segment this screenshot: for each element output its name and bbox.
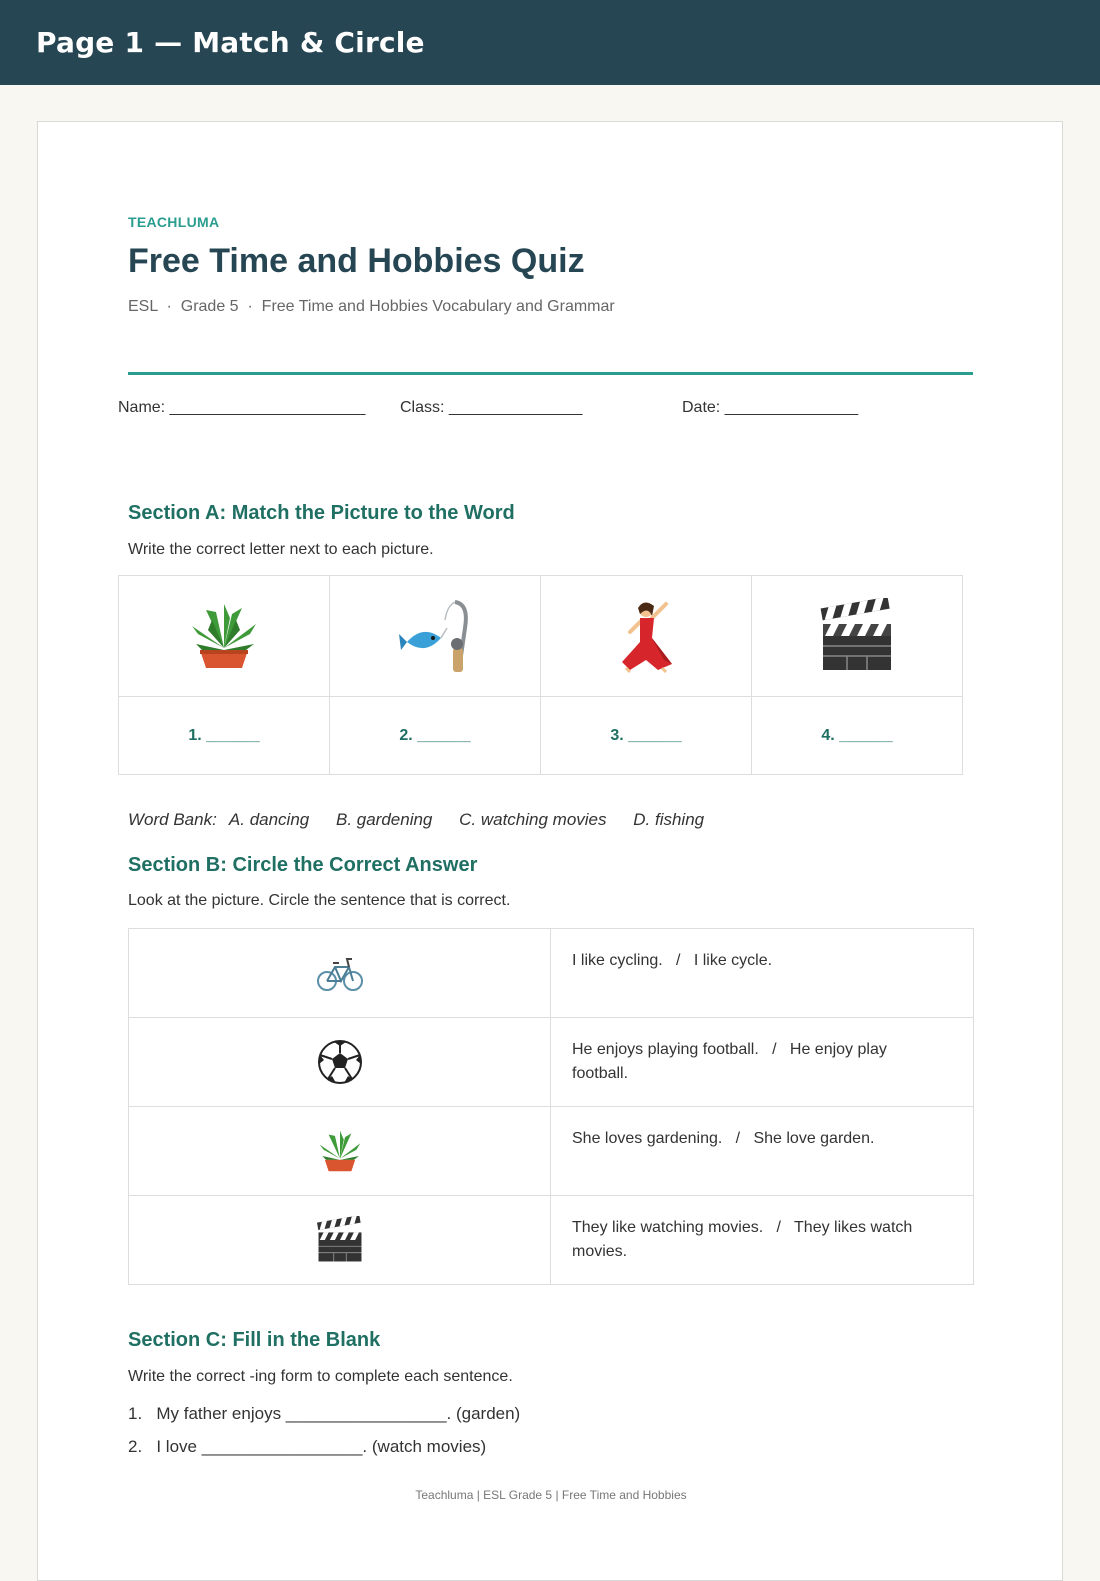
table-row bbox=[128, 1195, 974, 1285]
answer-choices[interactable]: She loves gardening. / She love garden. bbox=[550, 1106, 974, 1196]
word-bank-item: B. gardening bbox=[335, 810, 433, 829]
date-field[interactable]: Date: _______________ bbox=[682, 399, 859, 416]
answer-blank-2[interactable]: 2. ______ bbox=[329, 696, 541, 775]
word-bank-item: C. watching movies bbox=[459, 810, 607, 829]
match-picture-cell bbox=[329, 575, 541, 697]
answer-choices[interactable]: I like cycling. / I like cycle. bbox=[550, 928, 974, 1018]
answer-choices[interactable]: He enjoys playing football. / He enjoy play football. bbox=[550, 1017, 974, 1107]
match-grid bbox=[118, 575, 964, 775]
table-row bbox=[128, 1106, 974, 1196]
answer-blank-1[interactable]: 1. ______ bbox=[118, 696, 330, 775]
word-bank bbox=[128, 810, 726, 830]
fill-blank-item-1[interactable]: 1. My father enjoys _________________. (garden) bbox=[128, 1404, 521, 1423]
class-field[interactable]: Class: _______________ bbox=[400, 399, 583, 416]
table-row bbox=[128, 1017, 974, 1107]
worksheet bbox=[37, 121, 1063, 1581]
picture-cell bbox=[128, 928, 551, 1018]
potted-plant-icon bbox=[316, 1127, 364, 1175]
clapper-board-icon bbox=[819, 598, 895, 674]
page-header-bar bbox=[0, 0, 1100, 85]
potted-plant-icon bbox=[186, 598, 262, 674]
section-c-instruction: Write the correct -ing form to complete each sentence. bbox=[128, 1368, 513, 1385]
answer-blank-4[interactable]: 4. ______ bbox=[751, 696, 963, 775]
soccer-ball-icon bbox=[316, 1038, 364, 1086]
fill-blank-item-2[interactable]: 2. I love _________________. (watch movies) bbox=[128, 1437, 487, 1456]
picture-cell bbox=[128, 1017, 551, 1107]
match-picture-cell bbox=[751, 575, 963, 697]
clapper-board-icon bbox=[316, 1216, 364, 1264]
dancer-icon bbox=[608, 598, 684, 674]
word-bank-item: D. fishing bbox=[633, 810, 705, 829]
answer-blank-3[interactable]: 3. ______ bbox=[540, 696, 752, 775]
page-footer: Teachluma | ESL Grade 5 | Free Time and Hobbies bbox=[415, 1488, 687, 1502]
section-c-heading: Section C: Fill in the Blank bbox=[128, 1329, 381, 1351]
match-picture-cell bbox=[118, 575, 330, 697]
page-title: Page 1 — Match & Circle bbox=[36, 26, 425, 59]
word-bank-item: A. dancing bbox=[228, 810, 310, 829]
section-a-heading: Section A: Match the Picture to the Word bbox=[128, 502, 515, 524]
title-divider bbox=[128, 372, 973, 375]
brand-label: TEACHLUMA bbox=[128, 214, 220, 230]
section-b-instruction: Look at the picture. Circle the sentence that is correct. bbox=[128, 892, 511, 909]
word-bank-label: Word Bank: bbox=[128, 810, 217, 829]
section-b-heading: Section B: Circle the Correct Answer bbox=[128, 854, 478, 876]
quiz-title: Free Time and Hobbies Quiz bbox=[128, 242, 585, 280]
fishing-rod-icon bbox=[397, 598, 473, 674]
quiz-subtitle: ESL · Grade 5 · Free Time and Hobbies Vocabulary and Grammar bbox=[128, 298, 615, 315]
name-field[interactable]: Name: ______________________ bbox=[118, 399, 366, 416]
section-a-instruction: Write the correct letter next to each picture. bbox=[128, 541, 434, 558]
picture-cell bbox=[128, 1195, 551, 1285]
match-picture-cell bbox=[540, 575, 752, 697]
table-row bbox=[128, 928, 974, 1018]
bicycle-icon bbox=[316, 949, 364, 997]
picture-cell bbox=[128, 1106, 551, 1196]
answer-choices[interactable]: They like watching movies. / They likes watch movies. bbox=[550, 1195, 974, 1285]
